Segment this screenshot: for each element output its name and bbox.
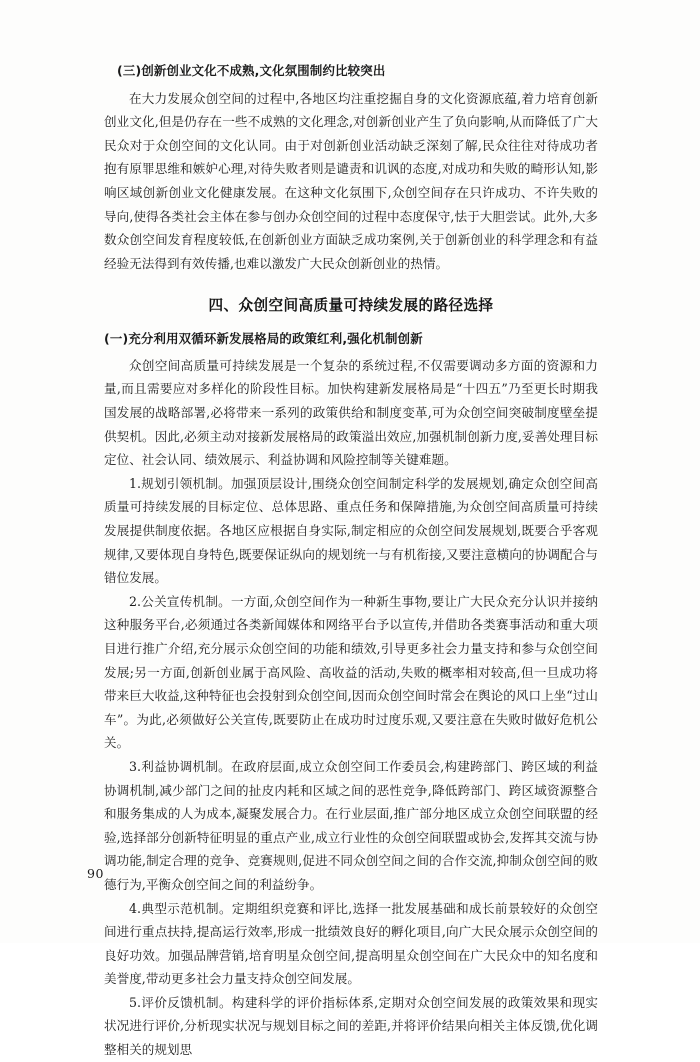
list-item-mechanism-5: 5.评价反馈机制。构建科学的评价指标体系,定期对众创空间发展的政策效果和现实状况进行评价,分析现实状况与规划目标之间的差距,并将评价结果向相关主体反馈,优化调整相关的规划思 [104,994,598,1058]
section-subheading-part-four-one: (一)充分利用双循环新发展格局的政策红利,强化机制创新 [104,331,423,347]
list-item-mechanism-3: 3.利益协调机制。在政府层面,成立众创空间工作委员会,构建跨部门、跨区域的利益协调机制,减少部门之间的扯皮内耗和区域之间的恶性竞争,降低跨部门、跨区域资源整合和服务集成的人为成本,凝聚发展合力。在行业层面,推广部分地区成立众创空间联盟的经验,选择部分创新特征明显的重点产业,成立行业性的众创空间联盟或协会,发挥其交流与协调功能,制定合理的竞争、竞赛规则,促进不同众创空间之间的合作交流,抑制众创空间的败德行为,平衡众创空间之间的利益纷争。 [104,758,598,892]
list-item-mechanism-4: 4.典型示范机制。定期组织竞赛和评比,选择一批发展基础和成长前景较好的众创空间进行重点扶持,提高运行效率,形成一批绩效良好的孵化项目,向广大民众展示众创空间的良好功效。加强品牌营销,培育明星众创空间,提高明星众创空间在广大民众中的知名度和美誉度,带动更多社会力量支持众创空间发展。 [104,900,598,987]
page-number: 90 [87,866,104,881]
section-heading-part-three: (三)创新创业文化不成熟,文化氛围制约比较突出 [117,63,386,78]
paragraph-part-three-body: 在大力发展众创空间的过程中,各地区均注重挖掘自身的文化资源底蕴,着力培育创新创业文化,但是仍存在一些不成熟的文化理念,对创新创业产生了负向影响,从而降低了广大民众对于众创空间的文化认同。由于对创新创业活动缺乏深刻了解,民众往往对待成功者抱有原罪思维和嫉妒心理,对待失败者则是谴责和讥讽的态度,对成功和失败的畸形认知,影响区域创新创业文化健康发展。在这种文化氛围下,众创空间存在只许成功、不许失败的导向,使得各类社会主体在参与创办众创空间的过程中态度保守,怯于大胆尝试。此外,大多数众创空间发育程度较低,在创新创业方面缺乏成功案例,关于创新创业的科学理念和有益经验无法得到有效传播,也难以激发广大民众创新创业的热情。 [104,90,598,271]
page-content [104,62,598,1062]
list-item-mechanism-1: 1.规划引领机制。加强顶层设计,围绕众创空间制定科学的发展规划,确定众创空间高质量可持续发展的目标定位、总体思路、重点任务和保障措施,为众创空间高质量可持续发展提供制度依据。各地区应根据自身实际,制定相应的众创空间发展规划,既要合乎客观规律,又要体现自身特色,既要保证纵向的规划统一与有机衔接,又要注意横向的协调配合与错位发展。 [104,475,598,586]
section-heading-part-four: 四、众创空间高质量可持续发展的路径选择 [208,297,494,315]
paragraph-part-four-intro: 众创空间高质量可持续发展是一个复杂的系统过程,不仅需要调动多方面的资源和力量,而且需要应对多样化的阶段性目标。加快构建新发展格局是“十四五”乃至更长时期我国发展的战略部署,必将带来一系列的政策供给和制度变革,可为众创空间突破制度壁垒提供契机。因此,必须主动对接新发展格局的政策溢出效应,加强机制创新力度,妥善处理目标定位、社会认同、绩效展示、利益协调和风险控制等关键难题。 [104,357,598,468]
list-item-mechanism-2: 2.公关宣传机制。一方面,众创空间作为一种新生事物,要让广大民众充分认识并接纳这种服务平台,必须通过各类新闻媒体和网络平台予以宣传,并借助各类赛事活动和重大项目进行推广介绍,充分展示众创空间的功能和绩效,引导更多社会力量支持和参与众创空间发展;另一方面,创新创业属于高风险、高收益的活动,失败的概率相对较高,但一旦成功将带来巨大收益,这种特征也会投射到众创空间,因而众创空间时常会在舆论的风口上坐“过山车”。为此,必须做好公关宣传,既要防止在成功时过度乐观,又要注意在失败时做好危机公关。 [104,593,598,751]
